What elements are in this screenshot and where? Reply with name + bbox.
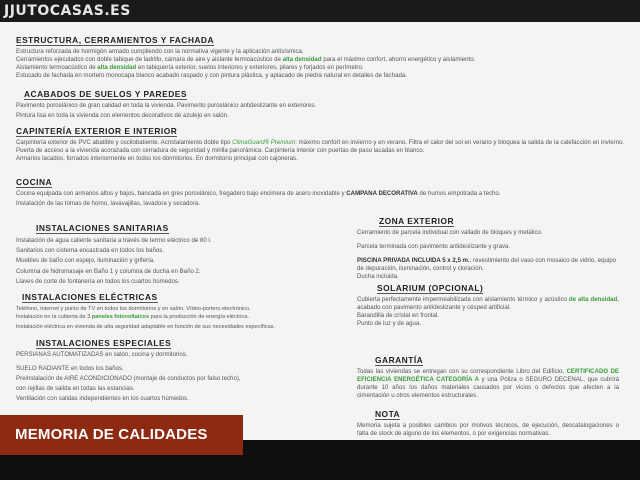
text-solarium-2: Barandilla de cristal en frontal. bbox=[357, 312, 439, 320]
text-nota-1: Memoria sujeta a posibles cambios por motivos técnicos, de ejecución, descatalogaciones o falta de stock de alguno de los elementos, o por exigencias normativas. bbox=[357, 422, 619, 438]
heading-garantia: GARANTÍA bbox=[375, 355, 424, 365]
text-electricas-2 bbox=[16, 313, 346, 321]
page-title: MEMORIA DE CALIDADES bbox=[15, 426, 208, 443]
section-sanitarias bbox=[16, 218, 346, 287]
heading-acabados: ACABADOS DE SUELOS Y PAREDES bbox=[24, 89, 187, 99]
text-estructura-1: Estructura reforzada de hormigón armado cumpliendo con la normativa vigente y la aplicación antisísmica. bbox=[16, 48, 304, 55]
text-part: : máximo confort en invierno y en verano. Filtra el calor del sol en verano y bloquea la salida de la calefacción en invierno. bbox=[295, 139, 625, 146]
highlight-text: alta densidad bbox=[282, 56, 322, 64]
text-solarium-3: Punto de luz y de agua. bbox=[357, 320, 422, 328]
text-part: de humos empotrada a techo. bbox=[417, 190, 501, 197]
text-zona-1: Cerramiento de parcela individual con vallado de bloques y metálico. bbox=[357, 229, 543, 236]
heading-nota: NOTA bbox=[375, 409, 401, 419]
text-especiales-4: con rejillas de salida en todas las estancias. bbox=[16, 385, 135, 393]
section-solarium bbox=[357, 278, 619, 328]
text-zona-4: Ducha incluida. bbox=[357, 273, 399, 281]
text-sanitarias-2: Sanitarios con cisterna encastrada en todos los baños. bbox=[16, 247, 165, 255]
text-zona-2: Parcela terminada con pavimento antideslizante y grava. bbox=[357, 243, 511, 251]
text-part: Cocina equipada con armarios altos y bajos, bancada en gres porcelánico, fregadero bajo encimera de acero inoxidable y bbox=[16, 190, 347, 197]
text-part: Todas las viviendas se entregan con su correspondiente Libro del Edificio, bbox=[357, 368, 567, 375]
text-part: y una Póliza o SEGURO DECENAL, que cubrirá durante 10 años los daños materiales causados por vicios o defectos que afecten a la cimentación u otros elementos estructurales. bbox=[357, 376, 619, 400]
text-part: , acabado con pavimento antideslizante y césped artificial. bbox=[357, 296, 619, 312]
section-especiales bbox=[16, 333, 346, 403]
text-carpinteria-1 bbox=[16, 139, 626, 147]
section-carpinteria bbox=[16, 121, 626, 163]
text-part: Instalación en la cubierta de 3 bbox=[16, 314, 92, 321]
section-estructura bbox=[16, 30, 616, 80]
text-acabados-1: Pavimento porcelánico de gran calidad en toda la vivienda. Pavimento porcelánico antideslizante en exteriores. bbox=[16, 102, 317, 109]
text-estructura-3 bbox=[16, 64, 616, 72]
text-part: para el máximo confort, ahorro energético y aislamiento. bbox=[321, 56, 476, 64]
text-sanitarias-1: Instalación de agua caliente sanitaria a través de termo eléctrico de 80 l. bbox=[16, 237, 212, 244]
text-part: Aislamiento termoacústico de bbox=[16, 64, 98, 72]
section-garantia bbox=[357, 350, 619, 400]
title-banner bbox=[0, 415, 243, 455]
heading-sanitarias: INSTALACIONES SANITARIAS bbox=[36, 223, 169, 233]
highlight-text: ClimaGuard® Premium bbox=[232, 139, 296, 146]
text-part: Cerramientos ejecutados con doble tabique de ladrillo, cámara de aire y aislante termoacústico de bbox=[16, 56, 283, 64]
section-electricas bbox=[16, 287, 346, 331]
text-electricas-1: Teléfono, internet y punto de TV en todos los dormitorios y en salón. Vídeo-portero electrónico. bbox=[16, 306, 251, 312]
text-especiales-5: Ventilación con salidas independientes en los cuartos húmedos. bbox=[16, 395, 189, 403]
heading-estructura: ESTRUCTURA, CERRAMIENTOS Y FACHADA bbox=[16, 35, 215, 45]
text-sanitarias-5: Llaves de corte de fontanería en todos los cuartos húmedos. bbox=[16, 277, 180, 285]
text-part: para la producción de energía eléctrica. bbox=[149, 314, 249, 321]
text-part: Carpintería exterior de PVC abatible y oscilobatiente. Acristalamiento doble tipo bbox=[16, 139, 233, 146]
text-estructura-2 bbox=[16, 56, 616, 64]
heading-solarium: SOLARIUM (OPCIONAL) bbox=[377, 283, 484, 293]
heading-zona-exterior: ZONA EXTERIOR bbox=[379, 216, 455, 226]
text-estructura-4: Estucado de fachada en mortero monocapa blanco acabado raspado y con pintura plástica, y aplacado de piedra natural en detalles de fachada. bbox=[16, 72, 407, 80]
text-part: : revestimiento del vaso con mosaico de vidrio, equipo de depuración, iluminación, control y cloración. bbox=[357, 257, 616, 273]
text-cocina-2: Instalación de las tomas de horno, lavavajillas, lavadora y secadora. bbox=[16, 200, 200, 208]
text-electricas-3: Instalación eléctrica en vivienda de alta seguridad adaptable en función de sus necesidades específicas. bbox=[16, 324, 276, 331]
text-part: Cubierta perfectamente impermeabilizada con aislamiento térmico y acústico bbox=[357, 296, 569, 303]
text-solarium-1 bbox=[357, 296, 619, 312]
text-garantia-1 bbox=[357, 368, 619, 400]
text-cocina-1 bbox=[16, 190, 626, 198]
top-bar bbox=[0, 0, 640, 22]
watermark-text: JJUTOCASAS.ES bbox=[4, 3, 131, 19]
highlight-text: de alta densidad bbox=[568, 296, 618, 303]
highlight-text: CERTIFICADO DE EFICIENCIA ENERGÉTICA CATEGORÍA A bbox=[357, 368, 620, 384]
text-part: en tabiquería exterior, suelos interiores y exteriores, pilares y forjados en perímetro. bbox=[136, 64, 364, 72]
heading-carpinteria: CAPINTERÍA EXTERIOR E INTERIOR bbox=[16, 126, 178, 136]
section-zona-exterior bbox=[357, 211, 619, 281]
text-especiales-2: SUELO RADIANTE en todos los baños. bbox=[16, 365, 124, 373]
bold-text: PISCINA PRIVADA INCLUIDA 5 x 2,5 m. bbox=[357, 257, 470, 265]
text-especiales-1: PERSIANAS AUTOMATIZADAS en salón, cocina y dormitorios. bbox=[16, 351, 188, 358]
text-sanitarias-3: Muebles de baño con espejo, iluminación y grifería. bbox=[16, 257, 155, 265]
bold-text: CAMPANA DECORATIVA bbox=[346, 190, 418, 197]
section-acabados bbox=[16, 84, 616, 120]
text-sanitarias-4: Columna de hidromasaje en Baño 1 y columna de ducha en Baño 2. bbox=[16, 267, 201, 275]
text-carpinteria-2: Puerta de acceso a la vivienda acorazada con cerradura de seguridad y mirilla panorámica. Carpintería interior con puertas de paso lacadas en blanco. bbox=[16, 147, 425, 155]
highlight-text: paneles fotovoltaicos bbox=[91, 314, 150, 321]
text-acabados-2: Pintura lisa en toda la vivienda con elementos decorativos de azulejo en salón. bbox=[16, 112, 229, 120]
section-cocina bbox=[16, 172, 626, 208]
text-especiales-3: Preinstalación de AIRE ACONDICIONADO (montaje de conductos por falso techo), bbox=[16, 375, 241, 383]
heading-especiales: INSTALACIONES ESPECIALES bbox=[36, 338, 172, 348]
highlight-text: alta densidad bbox=[97, 64, 137, 72]
section-nota bbox=[357, 404, 619, 438]
text-zona-3 bbox=[357, 257, 619, 273]
heading-electricas: INSTALACIONES ELÉCTRICAS bbox=[22, 292, 158, 302]
heading-cocina: COCINA bbox=[16, 177, 53, 187]
text-carpinteria-3: Armarios lacados, forrados interiormente en todos los dormitorios. En dormitorio principal con cajoneras. bbox=[16, 155, 298, 163]
